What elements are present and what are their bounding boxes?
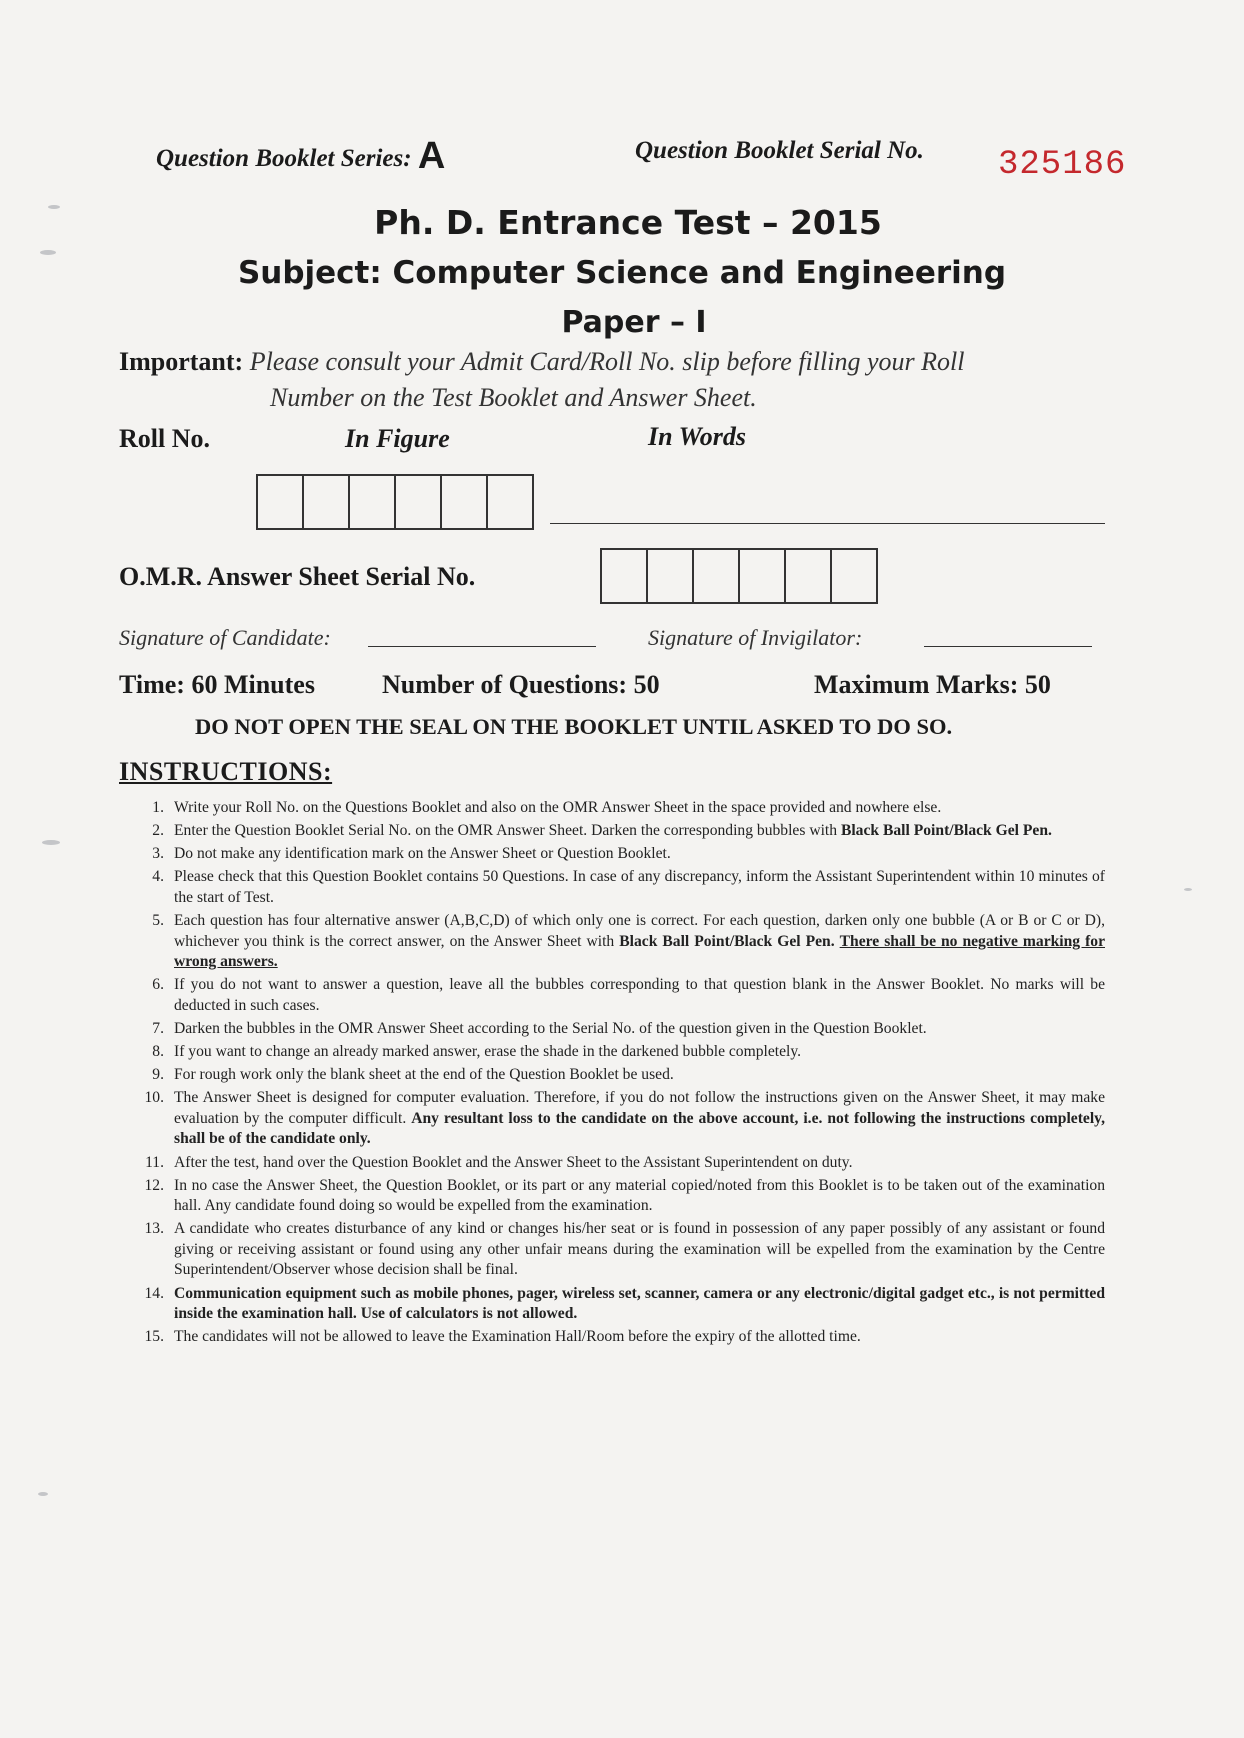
questions-info: Number of Questions: 50 bbox=[382, 670, 660, 699]
item-text-main: After the test, hand over the Question Booklet and the Answer Sheet to the Assistant Superintendent on duty. bbox=[174, 1153, 853, 1171]
list-item bbox=[140, 975, 1105, 1016]
roll-digit-box[interactable] bbox=[304, 476, 350, 528]
invigilator-signature-label: Signature of Invigilator: bbox=[648, 625, 863, 650]
item-number: 11. bbox=[145, 1153, 164, 1171]
item-text-main: A candidate who creates disturbance of any kind or changes his/her seat or is found in possession of any paper possibly of any assistant or found giving or receiving assistant or found using any other unfair means during the examination will be expelled from the examination by the Centre Superintendent/Observer whose decision shall be final. bbox=[174, 1220, 1105, 1279]
list-item bbox=[140, 1042, 1105, 1063]
item-text-main: Enter the Question Booklet Serial No. on the OMR Answer Sheet. Darken the corresponding bubbles with bbox=[174, 822, 838, 840]
item-number: 3. bbox=[152, 845, 164, 863]
item-text-bold: Communication equipment such as mobile phones, pager, wireless set, scanner, camera or any electronic/digital gadget etc., is not permitted inside the examination hall. Use of calculators is not allowed. bbox=[174, 1284, 1105, 1323]
important-text-line2-wrap bbox=[270, 380, 757, 416]
list-item bbox=[140, 798, 1105, 819]
list-item bbox=[140, 1019, 1105, 1040]
item-text-bold: Any resultant loss to the candidate on the above account, i.e. not following the instructions completely, shall be of the candidate only. bbox=[174, 1109, 1105, 1148]
booklet-serial-number: 325186 bbox=[998, 146, 1127, 184]
item-text-main: For rough work only the blank sheet at the end of the Question Booklet be used. bbox=[174, 1066, 674, 1084]
important-text-line2: Number on the Test Booklet and Answer Sheet. bbox=[270, 383, 757, 412]
seal-warning: DO NOT OPEN THE SEAL ON THE BOOKLET UNTIL ASKED TO DO SO. bbox=[195, 714, 953, 739]
item-text-main: If you do not want to answer a question, leave all the bubbles corresponding to that question blank in the Answer Booklet. No marks will be deducted in such cases. bbox=[174, 976, 1105, 1014]
roll-digit-box[interactable] bbox=[258, 476, 304, 528]
important-text-line1: Please consult your Admit Card/Roll No. slip before filling your Roll bbox=[249, 347, 965, 376]
list-item bbox=[140, 1088, 1105, 1150]
omr-digit-box[interactable] bbox=[832, 550, 878, 602]
item-text bbox=[174, 867, 1105, 908]
item-text bbox=[174, 911, 1105, 973]
list-item bbox=[140, 1065, 1105, 1086]
item-text-main: Write your Roll No. on the Questions Booklet and also on the OMR Answer Sheet in the space provided and nowhere else. bbox=[174, 799, 942, 816]
item-number: 5. bbox=[152, 911, 164, 929]
item-number: 6. bbox=[152, 976, 164, 994]
item-number: 7. bbox=[152, 1019, 164, 1037]
item-text bbox=[174, 798, 1105, 819]
list-item bbox=[140, 844, 1105, 865]
candidate-signature-label: Signature of Candidate: bbox=[119, 625, 331, 650]
page-title: Ph. D. Entrance Test – 2015 bbox=[374, 203, 882, 242]
item-number: 12. bbox=[144, 1176, 164, 1194]
item-number: 13. bbox=[144, 1220, 164, 1238]
important-note bbox=[119, 344, 1129, 380]
roll-digit-box[interactable] bbox=[442, 476, 488, 528]
roll-digit-box[interactable] bbox=[396, 476, 442, 528]
item-text-main: In no case the Answer Sheet, the Question Booklet, or its part or any material copied/noted from this Booklet is to be taken out of the examination hall. Any candidate found doing so would be expelled from the examination. bbox=[174, 1176, 1105, 1215]
list-item bbox=[140, 1176, 1105, 1217]
item-text bbox=[174, 1042, 1105, 1063]
list-item bbox=[140, 1327, 1105, 1348]
roll-digit-box[interactable] bbox=[488, 476, 534, 528]
list-item bbox=[140, 1284, 1105, 1325]
instructions-title: INSTRUCTIONS: bbox=[119, 757, 333, 786]
scan-smudge bbox=[38, 1492, 48, 1496]
item-text-main: Please check that this Question Booklet contains 50 Questions. In case of any discrepancy, inform the Assistant Superintendent within 10 minutes of the start of Test. bbox=[174, 868, 1105, 906]
item-text-main: The candidates will not be allowed to leave the Examination Hall/Room before the expiry of the allotted time. bbox=[174, 1328, 861, 1346]
item-text bbox=[174, 821, 1105, 842]
in-words-label: In Words bbox=[648, 422, 747, 451]
list-item bbox=[140, 1153, 1105, 1174]
omr-serial-boxes[interactable] bbox=[600, 548, 878, 604]
item-number: 14. bbox=[144, 1284, 164, 1302]
roll-in-words-line[interactable] bbox=[550, 523, 1105, 524]
item-text bbox=[174, 1176, 1105, 1217]
roll-digit-box[interactable] bbox=[350, 476, 396, 528]
item-text-main: Each question has four alternative answer (A,B,C,D) of which only one is correct. For each question, darken only one bubble (A or B or C or D), whichever you think is the correct answer, on the Answer Sheet with bbox=[174, 911, 1105, 950]
item-number: 4. bbox=[152, 868, 164, 886]
list-item bbox=[140, 1219, 1105, 1281]
instructions-list bbox=[140, 798, 1105, 1350]
booklet-serial-label: Question Booklet Serial No. bbox=[635, 137, 924, 164]
scan-smudge bbox=[42, 840, 60, 845]
item-text bbox=[174, 975, 1105, 1016]
item-number: 9. bbox=[152, 1066, 164, 1084]
omr-digit-box[interactable] bbox=[694, 550, 740, 602]
item-text-main: Do not make any identification mark on the Answer Sheet or Question Booklet. bbox=[174, 845, 671, 863]
item-text bbox=[174, 1019, 1105, 1040]
omr-digit-box[interactable] bbox=[602, 550, 648, 602]
scan-smudge bbox=[1184, 888, 1192, 891]
list-item bbox=[140, 867, 1105, 908]
item-text bbox=[174, 1284, 1105, 1325]
roll-number-boxes[interactable] bbox=[256, 474, 534, 530]
item-text bbox=[174, 1065, 1105, 1086]
marks-info: Maximum Marks: 50 bbox=[814, 670, 1051, 699]
item-text-main: If you want to change an already marked answer, erase the shade in the darkened bubble completely. bbox=[174, 1043, 802, 1061]
item-text-underline: There shall be no negative marking for wrong answers. bbox=[174, 932, 1105, 971]
roll-no-label: Roll No. bbox=[119, 424, 210, 453]
item-text bbox=[174, 1153, 1105, 1174]
important-label: Important: bbox=[119, 347, 244, 376]
item-text-main: The Answer Sheet is designed for computer evaluation. Therefore, if you do not follow the instructions given on the Answer Sheet, it may make evaluation by the computer difficult. bbox=[174, 1089, 1105, 1127]
booklet-series bbox=[156, 133, 445, 176]
paper-heading: Paper – I bbox=[561, 305, 707, 340]
booklet-series-label: Question Booklet Series: bbox=[156, 145, 412, 172]
subject-heading: Subject: Computer Science and Engineering bbox=[237, 255, 1007, 291]
item-number: 15. bbox=[144, 1328, 164, 1346]
omr-digit-box[interactable] bbox=[740, 550, 786, 602]
item-number: 8. bbox=[152, 1043, 164, 1061]
item-text-main: Darken the bubbles in the OMR Answer Sheet according to the Serial No. of the question given in the Question Booklet. bbox=[174, 1019, 927, 1037]
item-text-bold: Black Ball Point/Black Gel Pen. bbox=[840, 822, 1052, 840]
item-number: 1. bbox=[152, 799, 164, 816]
time-info: Time: 60 Minutes bbox=[119, 670, 315, 699]
item-number: 10. bbox=[144, 1089, 164, 1107]
item-text-bold: Black Ball Point/Black Gel Pen. bbox=[619, 932, 835, 950]
list-item bbox=[140, 821, 1105, 842]
omr-digit-box[interactable] bbox=[786, 550, 832, 602]
omr-digit-box[interactable] bbox=[648, 550, 694, 602]
item-text bbox=[174, 844, 1105, 865]
list-item bbox=[140, 911, 1105, 973]
item-text bbox=[174, 1088, 1105, 1150]
item-text bbox=[174, 1327, 1105, 1348]
candidate-signature-line[interactable] bbox=[368, 646, 596, 647]
item-number: 2. bbox=[152, 822, 164, 840]
booklet-series-value: A bbox=[417, 135, 446, 177]
in-figure-label: In Figure bbox=[345, 424, 450, 453]
item-text bbox=[174, 1219, 1105, 1281]
omr-serial-label: O.M.R. Answer Sheet Serial No. bbox=[119, 562, 476, 591]
invigilator-signature-line[interactable] bbox=[924, 646, 1092, 647]
